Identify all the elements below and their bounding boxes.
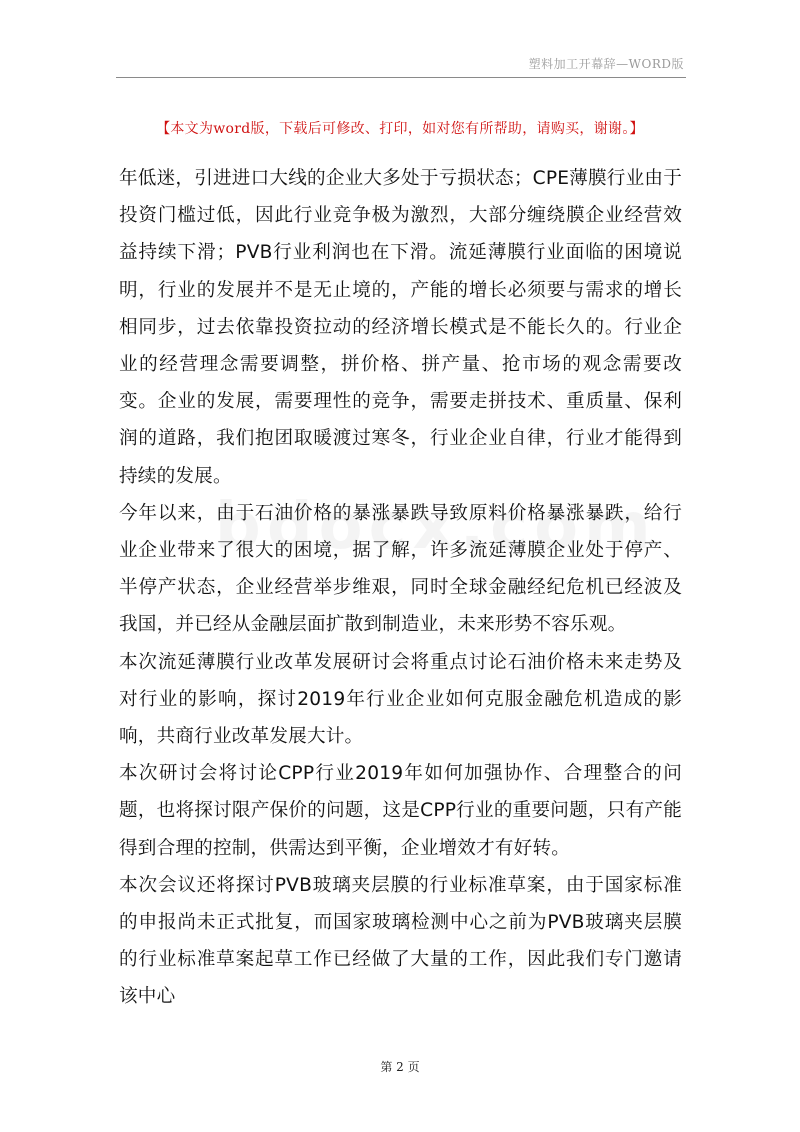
download-notice: 【本文为word版，下载后可修改、打印，如对您有所帮助，请购买，谢谢。】 — [156, 121, 644, 137]
document-body — [119, 160, 682, 1016]
header-divider — [116, 77, 686, 78]
body-paragraph: 年低迷，引进进口大线的企业大多处于亏损状态；CPE薄膜行业由于投资门槛过低，因此行业竞争极为激烈，大部分缠绕膜企业经营效益持续下滑；PVB行业利润也在下滑。流延薄膜行业面临的困境说明，行业的发展并不是无止境的，产能的增长必须要与需求的增长相同步，过去依靠投资拉动的经济增长模式是不能长久的。行业企业的经营理念需要调整，拼价格、拼产量、抢市场的观念需要改变。企业的发展，需要理性的竞争，需要走拼技术、重质量、保利润的道路，我们抱团取暖渡过寒冬，行业企业自律，行业才能得到持续的发展。 — [119, 168, 682, 487]
body-paragraph: 今年以来，由于石油价格的暴涨暴跌导致原料价格暴涨暴跌，给行业企业带来了很大的困境，据了解，许多流延薄膜企业处于停产、半停产状态，企业经营举步维艰，同时全球金融经纪危机已经波及我国，并已经从金融层面扩散到制造业，未来形势不容乐观。 — [119, 502, 682, 636]
document-header-title: 塑料加工开幕辞—WORD版 — [528, 57, 684, 71]
body-paragraph: 本次流延薄膜行业改革发展研讨会将重点讨论石油价格未来走势及对行业的影响，探讨2019年行业企业如何克服金融危机造成的影响，共商行业改革发展大计。 — [119, 651, 682, 748]
page-number: 第 2 页 — [380, 1060, 420, 1074]
body-paragraph: 本次研讨会将讨论CPP行业2019年如何加强协作、合理整合的问题，也将探讨限产保价的问题，这是CPP行业的重要问题，只有产能得到合理的控制，供需达到平衡，企业增效才有好转。 — [119, 763, 682, 859]
body-paragraph: 本次会议还将探讨PVB玻璃夹层膜的行业标准草案，由于国家标准的申报尚未正式批复，而国家玻璃检测中心之前为PVB玻璃夹层膜的行业标准草案起草工作已经做了大量的工作，因此我们专门邀请该中心 — [119, 874, 682, 1008]
